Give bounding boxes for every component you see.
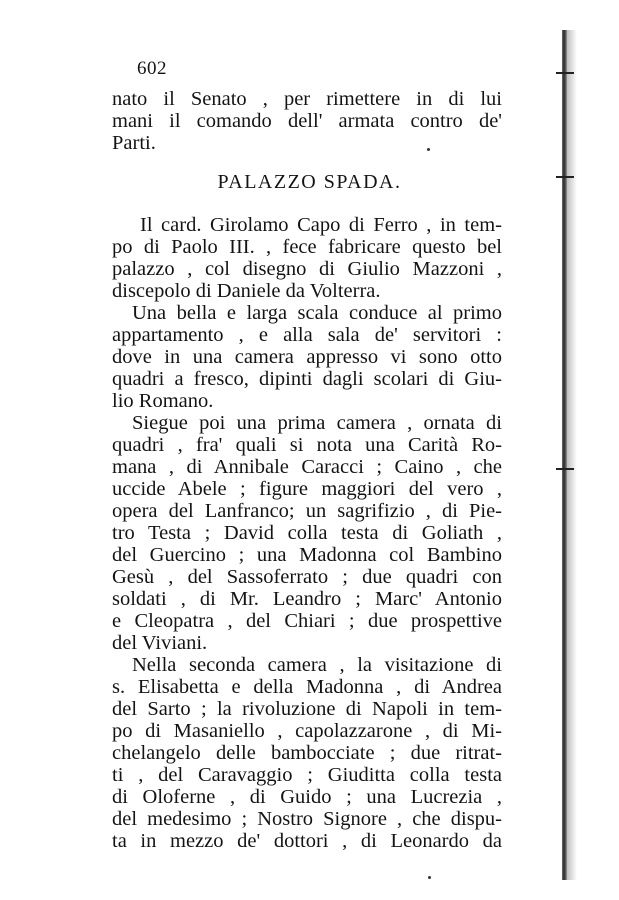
ink-speck: [428, 876, 431, 879]
text-line-22: e Cleopatra , del Chiari ; due prospettive: [112, 610, 502, 632]
text-line-25: s. Elisabetta e della Madonna , di Andrea: [112, 676, 502, 698]
text-line-5: po di Paolo III. , fece fabricare questo bel: [112, 236, 502, 258]
text-line-2: mani il comando dell' armata contro de': [112, 110, 502, 132]
text-line-29: ti , del Caravaggio ; Giuditta colla testa: [112, 764, 502, 786]
text-line-15: mana , di Annibale Caracci ; Caino , che: [112, 456, 502, 478]
text-line-11: quadri a fresco, dipinti dagli scolari di Giu-: [112, 368, 502, 390]
text-line-1: nato il Senato , per rimettere in di lui: [112, 88, 502, 110]
text-line-20: Gesù , del Sassoferrato ; due quadri con: [112, 566, 502, 588]
text-line-21: soldati , di Mr. Leandro ; Marc' Antonio: [112, 588, 502, 610]
text-line-28: chelangelo delle bambocciate ; due ritrat-: [112, 742, 502, 764]
text-line-27: po di Masaniello , capolazzarone , di Mi-: [112, 720, 502, 742]
page-binding-shadow: [567, 30, 577, 880]
text-line-23: del Viviani.: [112, 632, 208, 654]
text-line-14: quadri , fra' quali si nota una Carità Ro-: [112, 434, 502, 456]
text-line-9: appartamento , e alla sala de' servitori :: [112, 324, 502, 346]
text-line-12: lio Romano.: [112, 390, 214, 412]
text-line-31: del medesimo ; Nostro Signore , che dispu-: [112, 808, 502, 830]
text-line-4: Il card. Girolamo Capo di Ferro , in tem-: [140, 214, 502, 236]
section-heading: PALAZZO SPADA.: [217, 171, 402, 193]
text-line-8: Una bella e larga scala conduce al primo: [132, 302, 502, 324]
text-line-32: ta in mezzo de' dottori , di Leonardo da: [112, 830, 502, 852]
binding-mark: [556, 176, 574, 178]
text-line-7: discepolo di Daniele da Volterra.: [112, 280, 381, 302]
binding-mark: [556, 468, 574, 470]
ink-speck: [427, 148, 430, 151]
text-line-30: di Oloferne , di Guido ; una Lucrezia ,: [112, 786, 502, 808]
text-line-26: del Sarto ; la rivoluzione di Napoli in tem-: [112, 698, 502, 720]
page-number: 602: [137, 58, 167, 79]
text-line-13: Siegue poi una prima camera , ornata di: [132, 412, 502, 434]
text-line-17: opera del Lanfranco; un sagrifizio , di Pie-: [112, 500, 502, 522]
text-line-19: del Guercino ; una Madonna col Bambino: [112, 544, 502, 566]
text-line-24: Nella seconda camera , la visitazione di: [132, 654, 502, 676]
binding-mark: [556, 72, 574, 74]
text-line-6: palazzo , col disegno di Giulio Mazzoni ,: [112, 258, 502, 280]
text-line-18: tro Testa ; David colla testa di Goliath ,: [112, 522, 502, 544]
text-line-16: uccide Abele ; figure maggiori del vero ,: [112, 478, 502, 500]
text-line-10: dove in una camera appresso vi sono otto: [112, 346, 502, 368]
text-line-3: Parti.: [112, 132, 156, 154]
